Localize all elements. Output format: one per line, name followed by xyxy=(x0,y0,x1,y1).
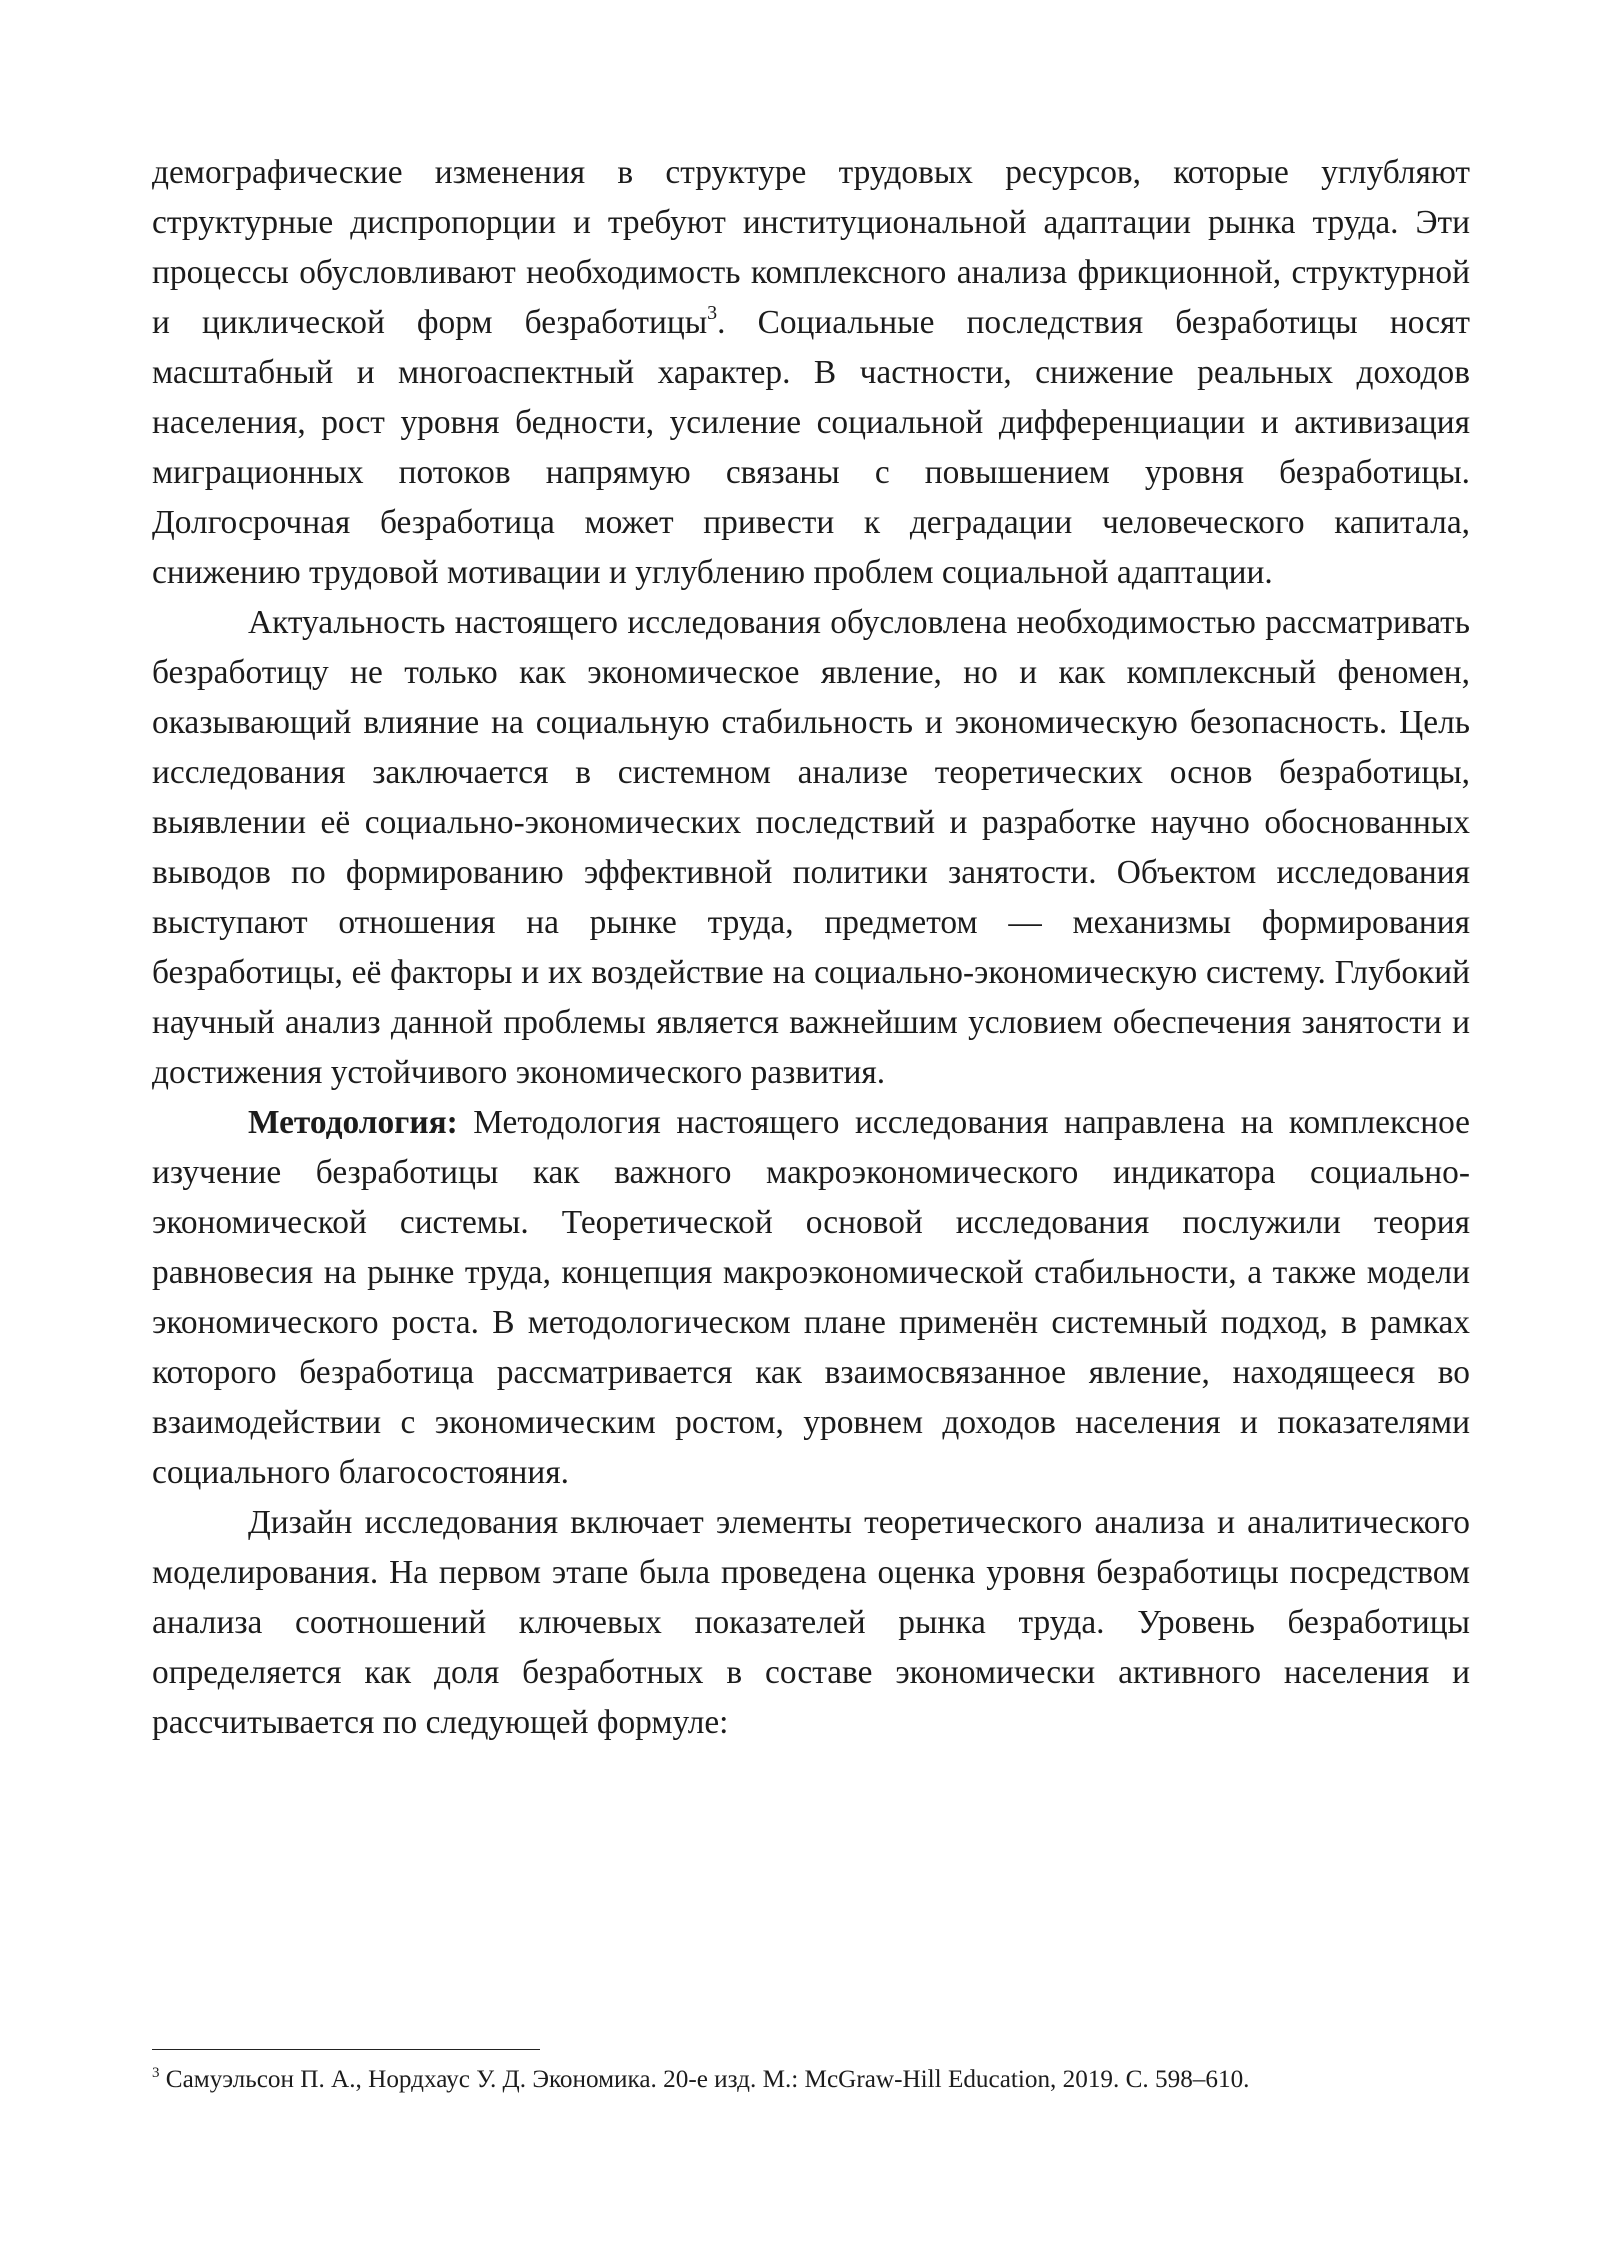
body-text xyxy=(152,148,1470,1748)
paragraph-design: Дизайн исследования включает элементы теоретического анализа и аналитического моделирования. На первом этапе была проведена оценка уровня безработицы посредством анализа соотношений ключевых показателей рынка труда. Уровень безработицы определяется как доля безработных в составе экономически активного населения и рассчитывается по следующей формуле: xyxy=(152,1504,1470,1741)
footnote-separator xyxy=(152,2049,540,2050)
footnote-reference[interactable]: 3 xyxy=(707,302,718,324)
footnote xyxy=(152,2064,1470,2096)
paragraph-text: демографические изменения в структуре трудовых ресурсов, которые углубляют структурные диспропорции и требуют институциональной адаптации рынка труда. Эти процессы обусловливают необходимость комплексного анализа фрикционной, структурной и циклической форм безработицы xyxy=(152,154,1470,341)
paragraph-text: . Социальные последствия безработицы носят масштабный и многоаспектный характер. В частности, снижение реальных доходов населения, рост уровня бедности, усиление социальной дифференциации и активизация миграционных потоков напрямую связаны с повышением уровня безработицы. Долгосрочная безработица может привести к деградации человеческого капитала, снижению трудовой мотивации и углублению проблем социальной адаптации. xyxy=(152,304,1470,591)
footnote-number: 3 xyxy=(152,2065,160,2081)
methodology-heading: Методология: xyxy=(248,1104,458,1141)
footnote-text: Самуэльсон П. А., Нордхаус У. Д. Экономика. 20-е изд. М.: McGraw-Hill Education, 2019. С. 598–610. xyxy=(159,2066,1250,2093)
paragraph-text: Методология настоящего исследования направлена на комплексное изучение безработицы как важного макроэкономического индикатора социально-экономической системы. Теоретической основой исследования послужили теория равновесия на рынке труда, концепция макроэкономической стабильности, а также модели экономического роста. В методологическом плане применён системный подход, в рамках которого безработица рассматривается как взаимосвязанное явление, находящееся во взаимодействии с экономическим ростом, уровнем доходов населения и показателями социального благосостояния. xyxy=(152,1104,1470,1491)
paragraph-methodology xyxy=(152,1098,1470,1498)
paragraph-relevance: Актуальность настоящего исследования обусловлена необходимостью рассматривать безработицу не только как экономическое явление, но и как комплексный феномен, оказывающий влияние на социальную стабильность и экономическую безопасность. Цель исследования заключается в системном анализе теоретических основ безработицы, выявлении её социально-экономических последствий и разработке научно обоснованных выводов по формированию эффективной политики занятости. Объектом исследования выступают отношения на рынке труда, предметом — механизмы формирования безработицы, её факторы и их воздействие на социально-экономическую систему. Глубокий научный анализ данной проблемы является важнейшим условием обеспечения занятости и достижения устойчивого экономического развития. xyxy=(152,604,1470,1091)
paragraph-continuation xyxy=(152,148,1470,598)
